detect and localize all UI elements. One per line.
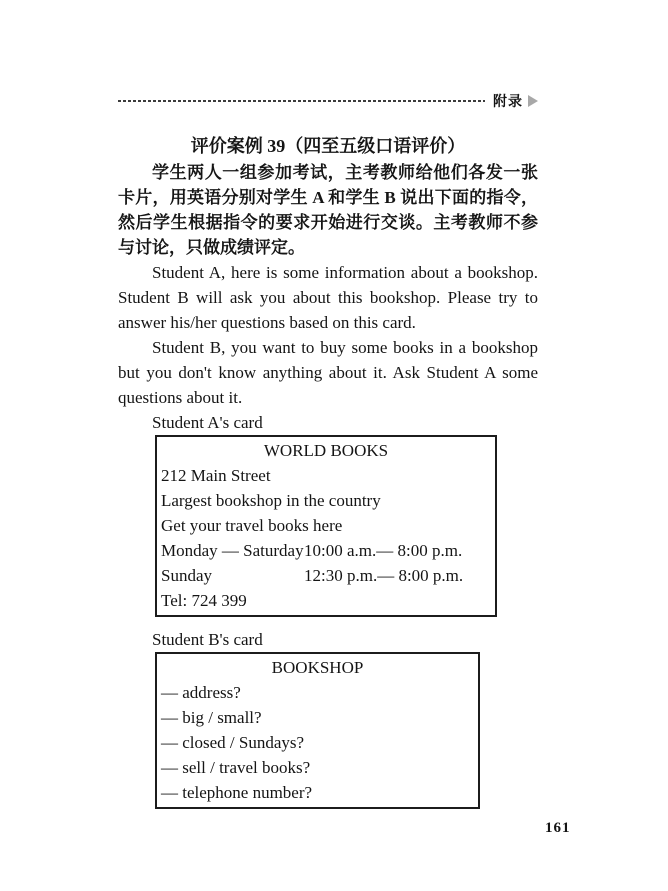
card-a-line-telephone: Tel: 724 399 [161,591,247,610]
header-rule-row [118,94,538,108]
card-a-line-description: Largest bookshop in the country [161,491,381,510]
card-b-label: Student B's card [152,630,263,649]
card-b-question-size: — big / small? [161,708,262,727]
schedule-hours: 10:00 a.m.— 8:00 p.m. [304,541,463,560]
page-title: 评价案例 39（四至五级口语评价） [190,136,466,156]
card-a-title: WORLD BOOKS [263,441,389,460]
intro-paragraph-cn: 学生两人一组参加考试，主考教师给他们各发一张卡片，用英语分别对学生 A 和学生 B 说出下面的指令，然后学生根据指令的要求开始进行交谈。主考教师不参与讨论，只做成绩评定。 [118,163,538,257]
section-label: 附录 [493,93,523,109]
card-a-schedule-sunday [161,563,491,588]
page-number: 161 [545,820,571,836]
card-a-label: Student A's card [152,413,263,432]
schedule-days-label: Sunday [161,566,212,585]
card-a-line-address: 212 Main Street [161,466,271,485]
card-b-title: BOOKSHOP [271,658,364,677]
page-content [118,88,538,809]
card-a-line-slogan: Get your travel books here [161,516,343,535]
card-a-schedule-weekdays [161,538,491,563]
student-a-card [155,435,497,617]
card-b-question-closed: — closed / Sundays? [161,733,305,752]
schedule-days-label: Monday — Saturday [161,541,304,560]
arrow-right-icon [528,95,538,107]
instruction-paragraph-student-a: Student A, here is some information about a bookshop. Student B will ask you about this bookshop. Please try to answer his/her questions based on this card. [118,263,538,332]
card-b-question-sell: — sell / travel books? [161,758,311,777]
schedule-hours: 12:30 p.m.— 8:00 p.m. [304,566,464,585]
student-b-card [155,652,480,809]
card-b-question-address: — address? [161,683,241,702]
card-b-question-telephone: — telephone number? [161,783,313,802]
instruction-paragraph-student-b: Student B, you want to buy some books in a bookshop but you don't know anything about it. Ask Student A some questions about it. [118,338,538,407]
dotted-rule [118,100,485,102]
